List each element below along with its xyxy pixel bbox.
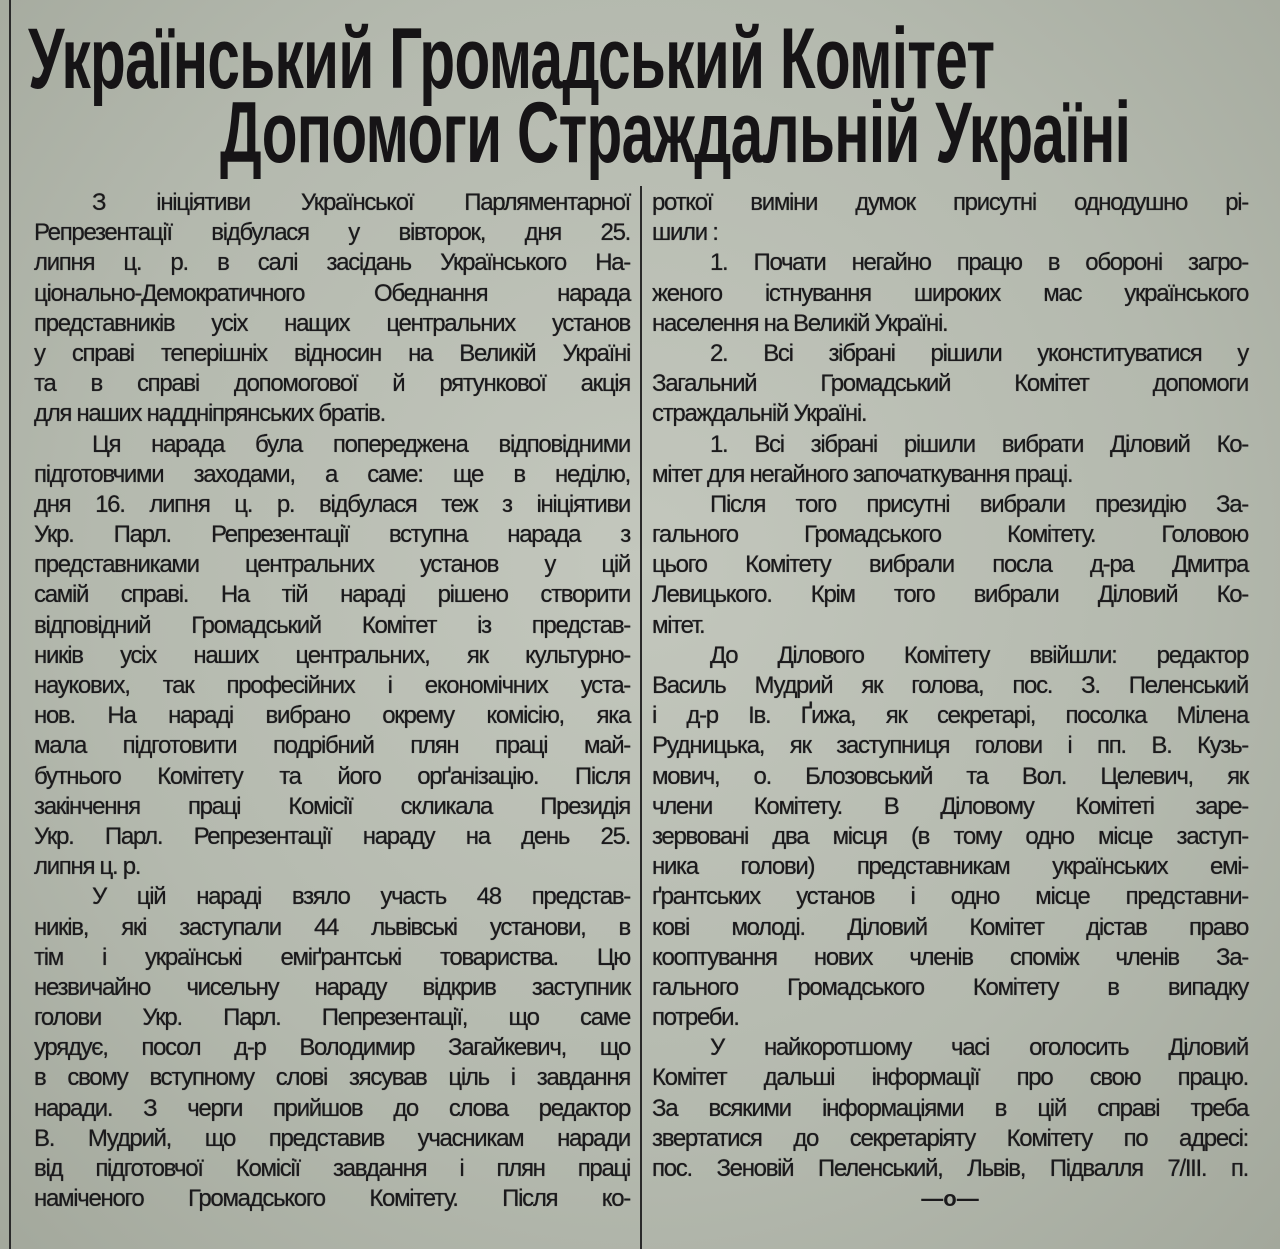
paragraph: [652, 641, 1248, 1033]
text-line: ників, які заступали 44 львівські установи, в: [34, 913, 630, 941]
text-line: у справі теперішніх відносин на Великій Україні: [34, 339, 630, 367]
text-line: ників усіх наших центральних, як культурно-: [34, 641, 630, 669]
text-line: та в справі допомогової й рятункової акція: [34, 370, 630, 398]
text-line: урядує, посол д-р Володимир Загайкевич, що: [34, 1034, 630, 1062]
text-line: В. Мудрий, що представив учасникам наради: [34, 1124, 630, 1152]
article-column-left: [34, 188, 630, 1214]
text-line: від підготовчої Комісії завдання і плян праці: [34, 1155, 630, 1182]
text-line: ґрантських установ і одно місце представни-: [652, 883, 1248, 911]
text-line: ціонально-Демократичного Обеднання нарада: [34, 279, 630, 307]
text-line: наради. З черги прийшов до слова редактор: [34, 1094, 630, 1122]
text-line: відповідний Громадський Комітет із представ-: [34, 611, 630, 639]
text-line: Левицького. Крім того вибрали Діловий Ко-: [652, 581, 1248, 609]
text-line: страждальній Україні.: [652, 400, 867, 428]
text-line: Комітет дальші інформації про свою працю.: [652, 1064, 1248, 1092]
text-line: шили :: [652, 219, 718, 247]
text-line: населення на Великій Україні.: [652, 309, 948, 337]
text-line: липня ц. р.: [34, 853, 141, 881]
text-line: нов. На нараді вибрано окрему комісію, яка: [34, 702, 630, 730]
text-line: Укр. Парл. Репрезентації нараду на день 25.: [34, 822, 630, 850]
column-rule-left: [9, 0, 11, 1249]
end-separator: —o—: [921, 1186, 979, 1212]
text-line: гального Громадського Комітету в випадку: [652, 973, 1248, 1001]
text-line: мітет для негайного започаткування праці.: [652, 460, 1073, 488]
paragraph: [652, 490, 1248, 641]
text-line: Рудницька, як заступниця голови і пп. В. Кузь-: [652, 732, 1248, 760]
text-line: незвичайно чисельну нараду відкрив заступник: [34, 973, 630, 1001]
text-line: кооптування нових членів споміж членів За-: [652, 943, 1248, 971]
text-line: члени Комітету. В Діловому Комітеті заре-: [652, 792, 1248, 820]
text-line: Загальний Громадський Комітет допомоги: [652, 370, 1248, 398]
text-line: наукових, так професійних і економічних уста-: [34, 672, 630, 699]
text-line: голови Укр. Парл. Пепрезентації, що саме: [34, 1004, 630, 1032]
text-line: закінчення праці Комісії скликала Президія: [34, 792, 630, 820]
text-line: За всякими інформаціями в цій справі треба: [652, 1094, 1248, 1122]
article-column-right: [652, 188, 1248, 1214]
text-line: представниками центральних установ у цій: [34, 551, 630, 579]
paragraph: [652, 1033, 1248, 1184]
text-line: і д-р Ів. Ґижа, як секретарі, посолка Мілена: [652, 702, 1248, 730]
text-line: мітет.: [652, 611, 705, 639]
paragraph: [652, 430, 1248, 490]
text-line: Василь Мудрий як голова, пос. З. Пеленський: [652, 672, 1248, 699]
paragraph: [652, 248, 1248, 339]
paragraph: [652, 188, 1248, 248]
text-line: в свому вступному слові зясував ціль і завдання: [34, 1064, 630, 1092]
text-line: для наших наддніпрянських братів.: [34, 400, 385, 428]
paragraph: [34, 188, 630, 430]
text-line: пос. Зеновій Пеленський, Львів, Підвалля 7/III. п.: [652, 1155, 1248, 1182]
text-line: підготовчими заходами, а саме: ще в неділю,: [34, 460, 630, 488]
text-line: роткої виміни думок присутні однодушно рі-: [652, 189, 1248, 216]
text-line: кові молоді. Діловий Комітет дістав право: [652, 913, 1248, 941]
text-line: мович, о. Блозовський та Вол. Целевич, як: [652, 762, 1248, 790]
headline-line-2: Допомоги Страждальній Україні: [220, 85, 1131, 181]
text-line: дня 16. липня ц. р. відбулася теж з ініціятиви: [34, 490, 630, 518]
text-line: представників усіх нащих центральних установ: [34, 309, 630, 337]
text-line: У найкоротшому часі оголосить Діловий: [710, 1034, 1248, 1062]
text-line: цього Комітету вибрали посла д-ра Дмитра: [652, 551, 1248, 579]
paragraph: [34, 430, 630, 883]
text-line: Укр. Парл. Репрезентації вступна нарада з: [34, 521, 630, 549]
text-line: 1. Всі зібрані рішили вибрати Діловий Ко-: [710, 430, 1248, 458]
text-line: наміченого Громадського Комітету. Після ко-: [34, 1185, 630, 1213]
paragraph: [652, 339, 1248, 430]
column-divider: [640, 186, 642, 1249]
text-line: У цій нараді взяло участь 48 представ-: [92, 883, 630, 911]
text-line: ника голови) представникам українських емі-: [652, 853, 1248, 881]
text-line: До Ділового Комітету ввійшли: редактор: [710, 641, 1248, 669]
text-line: 2. Всі зібрані рішили уконституватися у: [710, 339, 1248, 367]
text-line: бутнього Комітету та його орґанізацію. Після: [34, 762, 630, 790]
text-line: зервовані два місця (в тому одно місце заступ-: [652, 822, 1248, 850]
text-line: женого істнування широких мас українського: [652, 279, 1248, 307]
text-line: 1. Почати негайно працю в обороні загро-: [710, 249, 1248, 277]
text-line: звертатися до секретаріяту Комітету по адресі:: [652, 1124, 1248, 1152]
text-line: Репрезентації відбулася у вівторок, дня 25.: [34, 219, 630, 247]
text-line: самій справі. На тій нараді рішено створити: [34, 581, 630, 609]
text-line: мала підготовити подрібний плян праці май-: [34, 732, 630, 760]
text-line: гального Громадського Комітету. Головою: [652, 521, 1248, 549]
text-line: тім і українські еміґрантські товариства. Цю: [34, 943, 630, 971]
paragraph: [34, 882, 630, 1214]
headline-line-1: Український Громадський Комітет: [28, 11, 995, 107]
text-line: липня ц. р. в салі засідань Українського На-: [34, 249, 630, 277]
text-line: З ініціятиви Української Парляментарної: [92, 189, 630, 216]
text-line: Після того присутні вибрали президію За-: [710, 490, 1248, 518]
text-line: Ця нарада була попереджена відповідними: [92, 430, 630, 458]
text-line: потреби.: [652, 1004, 739, 1032]
